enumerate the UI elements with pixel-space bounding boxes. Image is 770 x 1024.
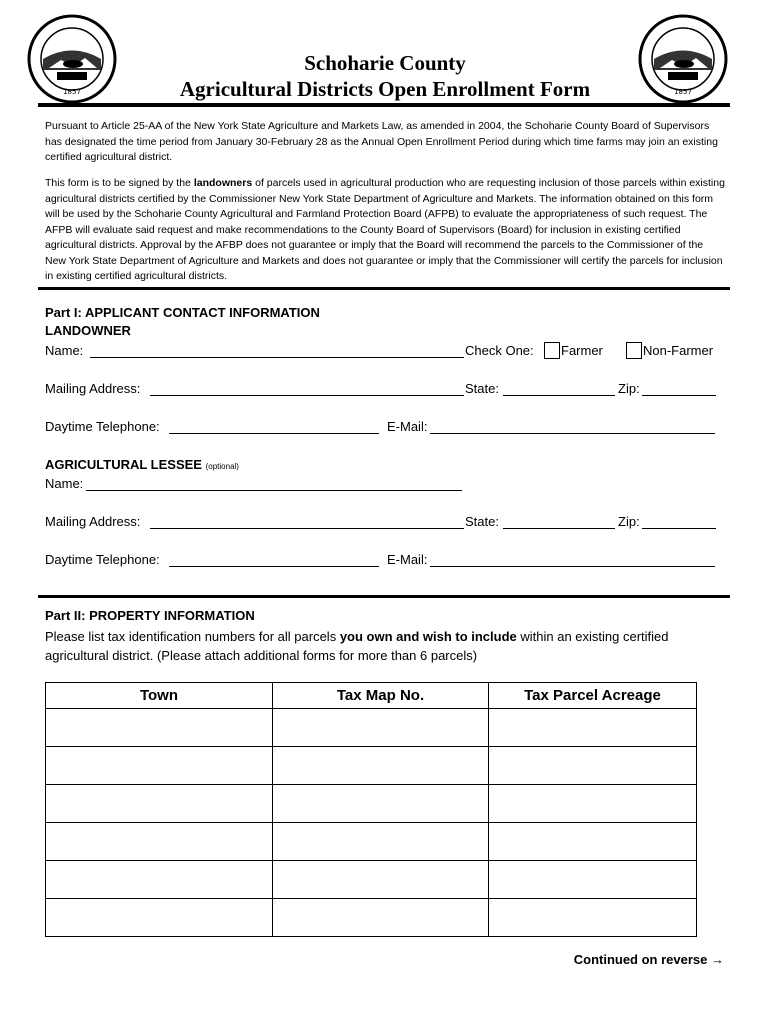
lessee-heading-text: AGRICULTURAL LESSEE [45, 457, 202, 472]
lessee-zip-label: Zip: [618, 514, 640, 529]
town-cell[interactable] [46, 785, 273, 823]
tax-map-cell[interactable] [273, 747, 489, 785]
parcel-table [45, 682, 697, 937]
farmer-checkbox[interactable] [544, 342, 560, 359]
acreage-cell[interactable] [489, 747, 697, 785]
svg-text:1857: 1857 [63, 88, 81, 96]
continued-text: Continued on reverse [573, 952, 708, 967]
part2-instructions [45, 627, 725, 665]
table-row [46, 709, 697, 747]
col-tax-map: Tax Map No. [273, 683, 489, 709]
table-row [46, 747, 697, 785]
check-one-label: Check One: [465, 343, 534, 358]
lessee-heading [45, 457, 239, 475]
tax-map-cell[interactable] [273, 899, 489, 937]
col-acreage: Tax Parcel Acreage [489, 683, 697, 709]
lessee-phone-field[interactable] [169, 566, 379, 567]
lessee-state-field[interactable] [503, 528, 615, 529]
lessee-mailing-label: Mailing Address: [45, 514, 141, 529]
part1-heading: Part I: APPLICANT CONTACT INFORMATION [45, 305, 320, 320]
lessee-email-label: E-Mail: [387, 552, 428, 567]
landowner-email-field[interactable] [430, 433, 715, 434]
landowner-name-label: Name: [45, 343, 84, 358]
intro-p2-bold: landowners [193, 177, 253, 189]
landowner-phone-label: Daytime Telephone: [45, 419, 160, 434]
lessee-phone-label: Daytime Telephone: [45, 552, 160, 567]
landowner-zip-label: Zip: [618, 381, 640, 396]
town-cell[interactable] [46, 899, 273, 937]
part2-instr-text: Please list tax identification numbers for all parcels [45, 629, 340, 644]
part2-instr-text-rest: within an existing certified agricultural district. (Please attach additional forms for more than 6 parcels) [45, 629, 669, 663]
lessee-mailing-field[interactable] [150, 528, 464, 529]
landowner-email-label: E-Mail: [387, 419, 428, 434]
tax-map-cell[interactable] [273, 823, 489, 861]
nonfarmer-label: Non-Farmer [643, 343, 714, 358]
lessee-name-field[interactable] [86, 490, 462, 491]
table-row [46, 785, 697, 823]
landowner-state-label: State: [465, 381, 499, 396]
part2-heading: Part II: PROPERTY INFORMATION [45, 608, 255, 623]
table-row [46, 899, 697, 937]
lessee-email-field[interactable] [430, 566, 715, 567]
col-town: Town [46, 683, 273, 709]
parcel-table-header [46, 683, 697, 709]
tax-map-cell[interactable] [273, 785, 489, 823]
lessee-state-label: State: [465, 514, 499, 529]
acreage-cell[interactable] [489, 861, 697, 899]
landowner-name-field[interactable] [90, 357, 464, 358]
intro-p2-text: This form is to be signed by the [45, 177, 194, 189]
part2-instr-bold: you own and wish to include [339, 629, 517, 644]
intro-paragraph-2 [45, 176, 725, 285]
lessee-optional-note: (optional) [205, 462, 239, 471]
tax-map-cell[interactable] [273, 709, 489, 747]
continued-note [574, 952, 724, 967]
lessee-zip-field[interactable] [642, 528, 716, 529]
landowner-state-field[interactable] [503, 395, 615, 396]
acreage-cell[interactable] [489, 899, 697, 937]
svg-text:1857: 1857 [674, 88, 692, 96]
town-cell[interactable] [46, 709, 273, 747]
form-title-line2: Agricultural Districts Open Enrollment Form [179, 77, 591, 101]
tax-map-cell[interactable] [273, 861, 489, 899]
landowner-phone-field[interactable] [169, 433, 379, 434]
part1-divider [38, 287, 730, 290]
intro-p2-text-rest: of parcels used in agricultural production who are requesting inclusion of those parcels within existing agricultural districts certified by the Commissioner New York State Department of Agriculture and Markets. The information obtained on this form will be used by the Schoharie County Agricultural and Farmland Protection Board (AFPB) to evaluate the appropriateness of such request. The AFPB will evaluate said request and make recommendations to the County Board of Supervisors (Board) for inclusion in existing certified agricultural districts. Approval by the AFBP does not guarantee or imply that the Board will recommend the parcels to the Commissioner of the New York State Department of Agriculture and Markets and does not guarantee or imply that the Commissioner will certify the parcels for inclusion in existing certified agricultural districts. [45, 177, 725, 282]
lessee-name-label: Name: [45, 476, 84, 491]
farmer-label: Farmer [561, 343, 603, 358]
arrow-right-icon: → [711, 952, 724, 967]
landowner-heading: LANDOWNER [45, 323, 131, 338]
landowner-mailing-field[interactable] [150, 395, 464, 396]
town-cell[interactable] [46, 823, 273, 861]
town-cell[interactable] [46, 747, 273, 785]
acreage-cell[interactable] [489, 785, 697, 823]
table-row [46, 861, 697, 899]
intro-paragraph-1: Pursuant to Article 25-AA of the New York State Agriculture and Markets Law, as amended in 2004, the Schoharie County Board of Supervisors has designated the time period from January 30-February 28 as the Annual Open Enrollment Period during which time farms may join an existing certified agricultural district. [45, 120, 718, 163]
form-title-line1: Schoharie County [304, 51, 466, 75]
acreage-cell[interactable] [489, 709, 697, 747]
nonfarmer-checkbox[interactable] [626, 342, 642, 359]
town-cell[interactable] [46, 861, 273, 899]
table-row [46, 823, 697, 861]
landowner-mailing-label: Mailing Address: [45, 381, 141, 396]
landowner-zip-field[interactable] [642, 395, 716, 396]
part2-divider [38, 595, 730, 598]
acreage-cell[interactable] [489, 823, 697, 861]
title-divider [38, 103, 730, 107]
